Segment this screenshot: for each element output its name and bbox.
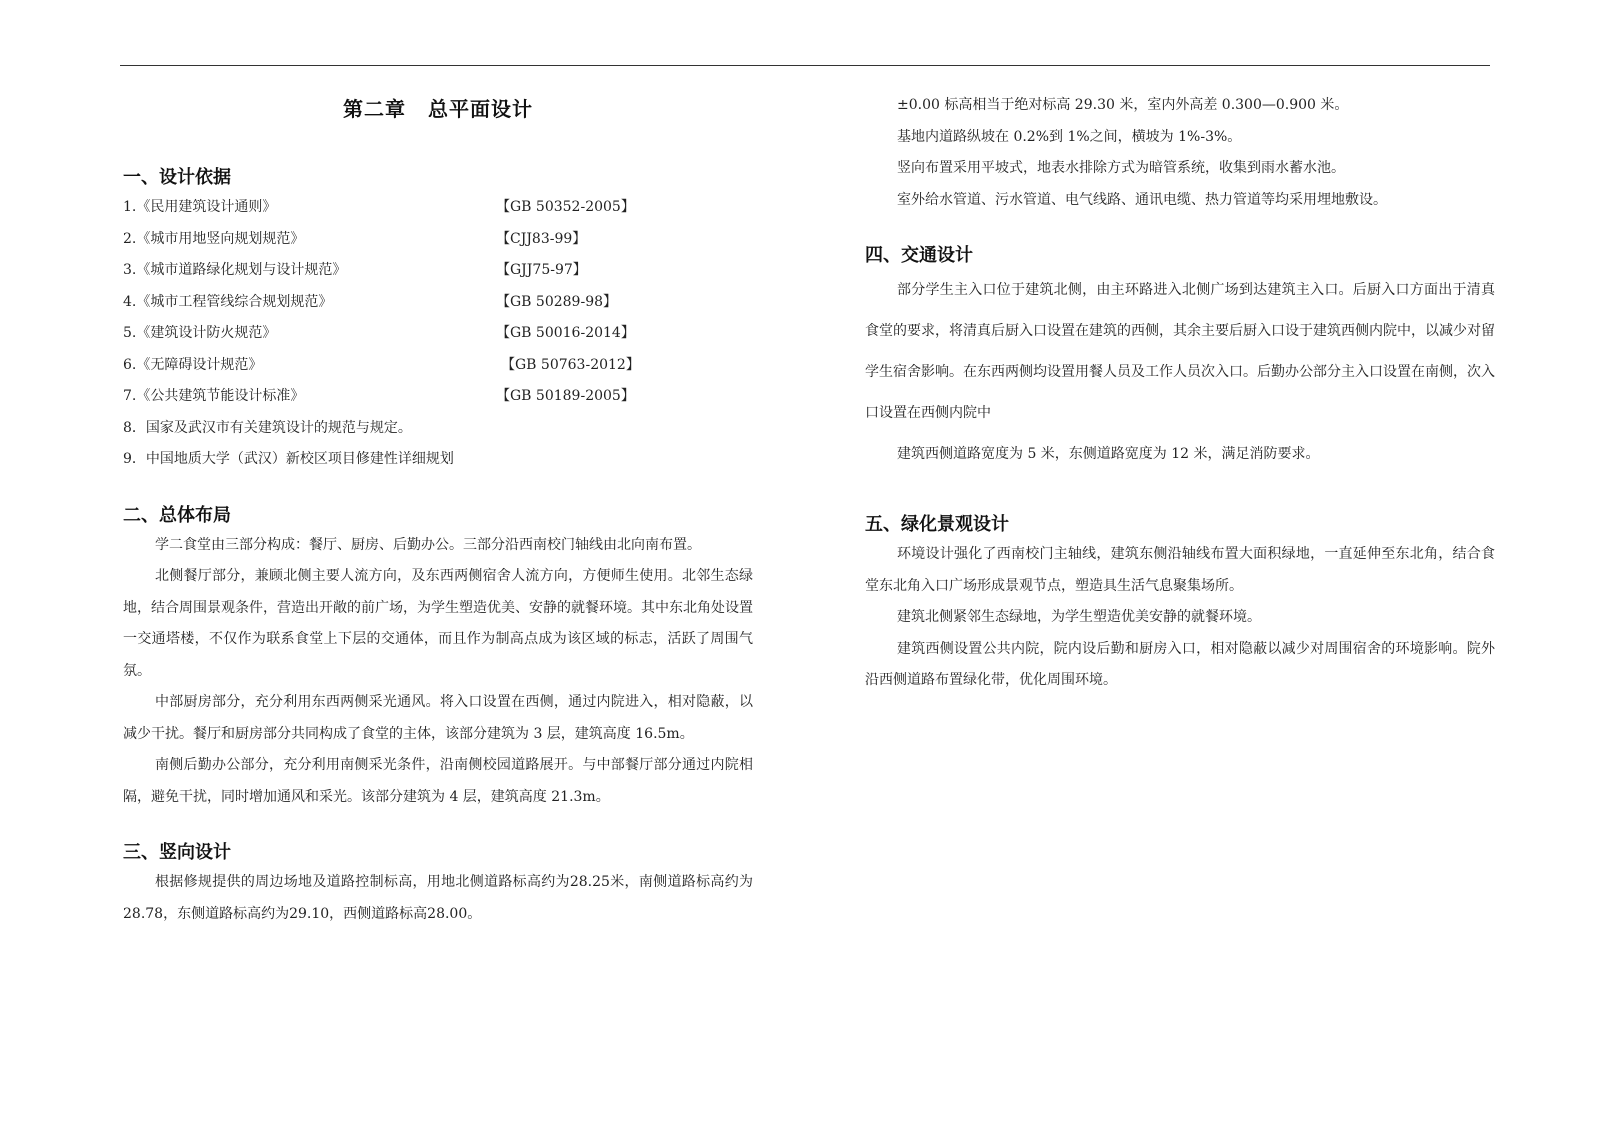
reference-code: 【GB 50189-2005】 [496, 388, 635, 404]
reference-title: 3.《城市道路绿化规划与设计规范》 [123, 262, 347, 278]
section-heading-vertical-design: 三、竖向设计 [123, 842, 231, 863]
reference-title: 8．国家及武汉市有关建筑设计的规范与规定。 [123, 419, 412, 436]
chapter-number: 第二章 [343, 97, 406, 121]
paragraph: 学二食堂由三部分构成：餐厅、厨房、后勤办公。三部分沿西南校门轴线由北向南布置。 [155, 536, 701, 553]
reference-title: 2.《城市用地竖向规划规范》 [123, 230, 305, 247]
right-column [865, 90, 1495, 697]
paragraph: 建筑西侧设置公共内院，院内设后勤和厨房入口，相对隐蔽以减少对周围宿舍的环境影响。院外沿西侧道路布置绿化带，优化周围环境。 [865, 640, 1495, 688]
paragraph: 建筑西侧道路宽度为 5 米，东侧道路宽度为 12 米，满足消防要求。 [897, 446, 1320, 462]
reference-code: 【GB 50289-98】 [496, 293, 618, 310]
paragraph: 竖向布置采用平坡式，地表水排除方式为暗管系统，收集到雨水蓄水池。 [897, 160, 1345, 176]
reference-item [123, 381, 753, 413]
chapter-title [123, 94, 753, 124]
reference-item [123, 224, 753, 256]
paragraph: 中部厨房部分，充分利用东西两侧采光通风。将入口设置在西侧，通过内院进入，相对隐蔽，以减少干扰。餐厅和厨房部分共同构成了食堂的主体，该部分建筑为 3 层，建筑高度 16.5m。 [123, 694, 753, 742]
reference-list [123, 192, 753, 476]
chapter-name: 总平面设计 [428, 97, 533, 121]
paragraph: 建筑北侧紧邻生态绿地，为学生塑造优美安静的就餐环境。 [897, 609, 1261, 625]
reference-item [123, 318, 753, 350]
paragraph: 南侧后勤办公部分，充分利用南侧采光条件，沿南侧校园道路展开。与中部餐厅部分通过内院相隔，避免干扰，同时增加通风和采光。该部分建筑为 4 层，建筑高度 21.3m。 [123, 757, 753, 805]
top-rule [120, 65, 1490, 66]
reference-title: 7.《公共建筑节能设计标准》 [123, 388, 305, 404]
section-heading-traffic-design: 四、交通设计 [865, 245, 973, 266]
reference-item [123, 255, 753, 287]
reference-title: 1.《民用建筑设计通则》 [123, 199, 277, 215]
section-heading-landscape-design: 五、绿化景观设计 [865, 514, 1009, 535]
reference-item [123, 192, 753, 224]
reference-title: 9．中国地质大学（武汉）新校区项目修建性详细规划 [123, 451, 454, 467]
paragraph: 北侧餐厅部分，兼顾北侧主要人流方向，及东西两侧宿舍人流方向，方便师生使用。北邻生态绿地，结合周围景观条件，营造出开敞的前广场，为学生塑造优美、安静的就餐环境。其中东北角处设置一交通塔楼，不仅作为联系食堂上下层的交通体，而且作为制高点成为该区域的标志，活跃了周围气氛。 [123, 568, 753, 679]
paragraph: 室外给水管道、污水管道、电气线路、通讯电缆、热力管道等均采用埋地敷设。 [897, 191, 1387, 208]
paragraph: 环境设计强化了西南校门主轴线，建筑东侧沿轴线布置大面积绿地，一直延伸至东北角，结合食堂东北角入口广场形成景观节点，塑造具生活气息聚集场所。 [865, 546, 1495, 594]
paragraph: 部分学生主入口位于建筑北侧，由主环路进入北侧广场到达建筑主入口。后厨入口方面出于清真食堂的要求，将清真后厨入口设置在建筑的西侧，其余主要后厨入口设于建筑西侧内院中，以减少对留学生宿舍影响。在东西两侧均设置用餐人员及工作人员次入口。后勤办公部分主入口设置在南侧，次入口设置在西侧内院中 [865, 282, 1495, 421]
reference-code: 【CJJ83-99】 [496, 230, 587, 247]
reference-code: 【GJJ75-97】 [496, 262, 587, 278]
reference-title: 5.《建筑设计防火规范》 [123, 325, 277, 341]
reference-title: 4.《城市工程管线综合规划规范》 [123, 293, 333, 310]
reference-item [123, 413, 753, 445]
section-heading-overall-layout: 二、总体布局 [123, 504, 231, 526]
reference-code: 【GB 50763-2012】 [501, 356, 640, 373]
left-column [123, 90, 753, 930]
reference-item [123, 287, 753, 319]
reference-code: 【GB 50016-2014】 [496, 325, 635, 341]
paragraph: ±0.00 标高相当于绝对标高 29.30 米，室内外高差 0.300—0.900 米。 [897, 97, 1349, 113]
reference-item [123, 444, 753, 476]
reference-code: 【GB 50352-2005】 [496, 199, 635, 215]
reference-item [123, 350, 753, 382]
paragraph: 基地内道路纵坡在 0.2%到 1%之间，横坡为 1%-3%。 [897, 128, 1242, 145]
section-heading-design-basis: 一、设计依据 [123, 167, 231, 188]
paragraph: 根据修规提供的周边场地及道路控制标高，用地北侧道路标高约为28.25米，南侧道路标高约为28.78，东侧道路标高约为29.10，西侧道路标高28.00。 [123, 874, 753, 922]
reference-title: 6.《无障碍设计规范》 [123, 356, 263, 373]
